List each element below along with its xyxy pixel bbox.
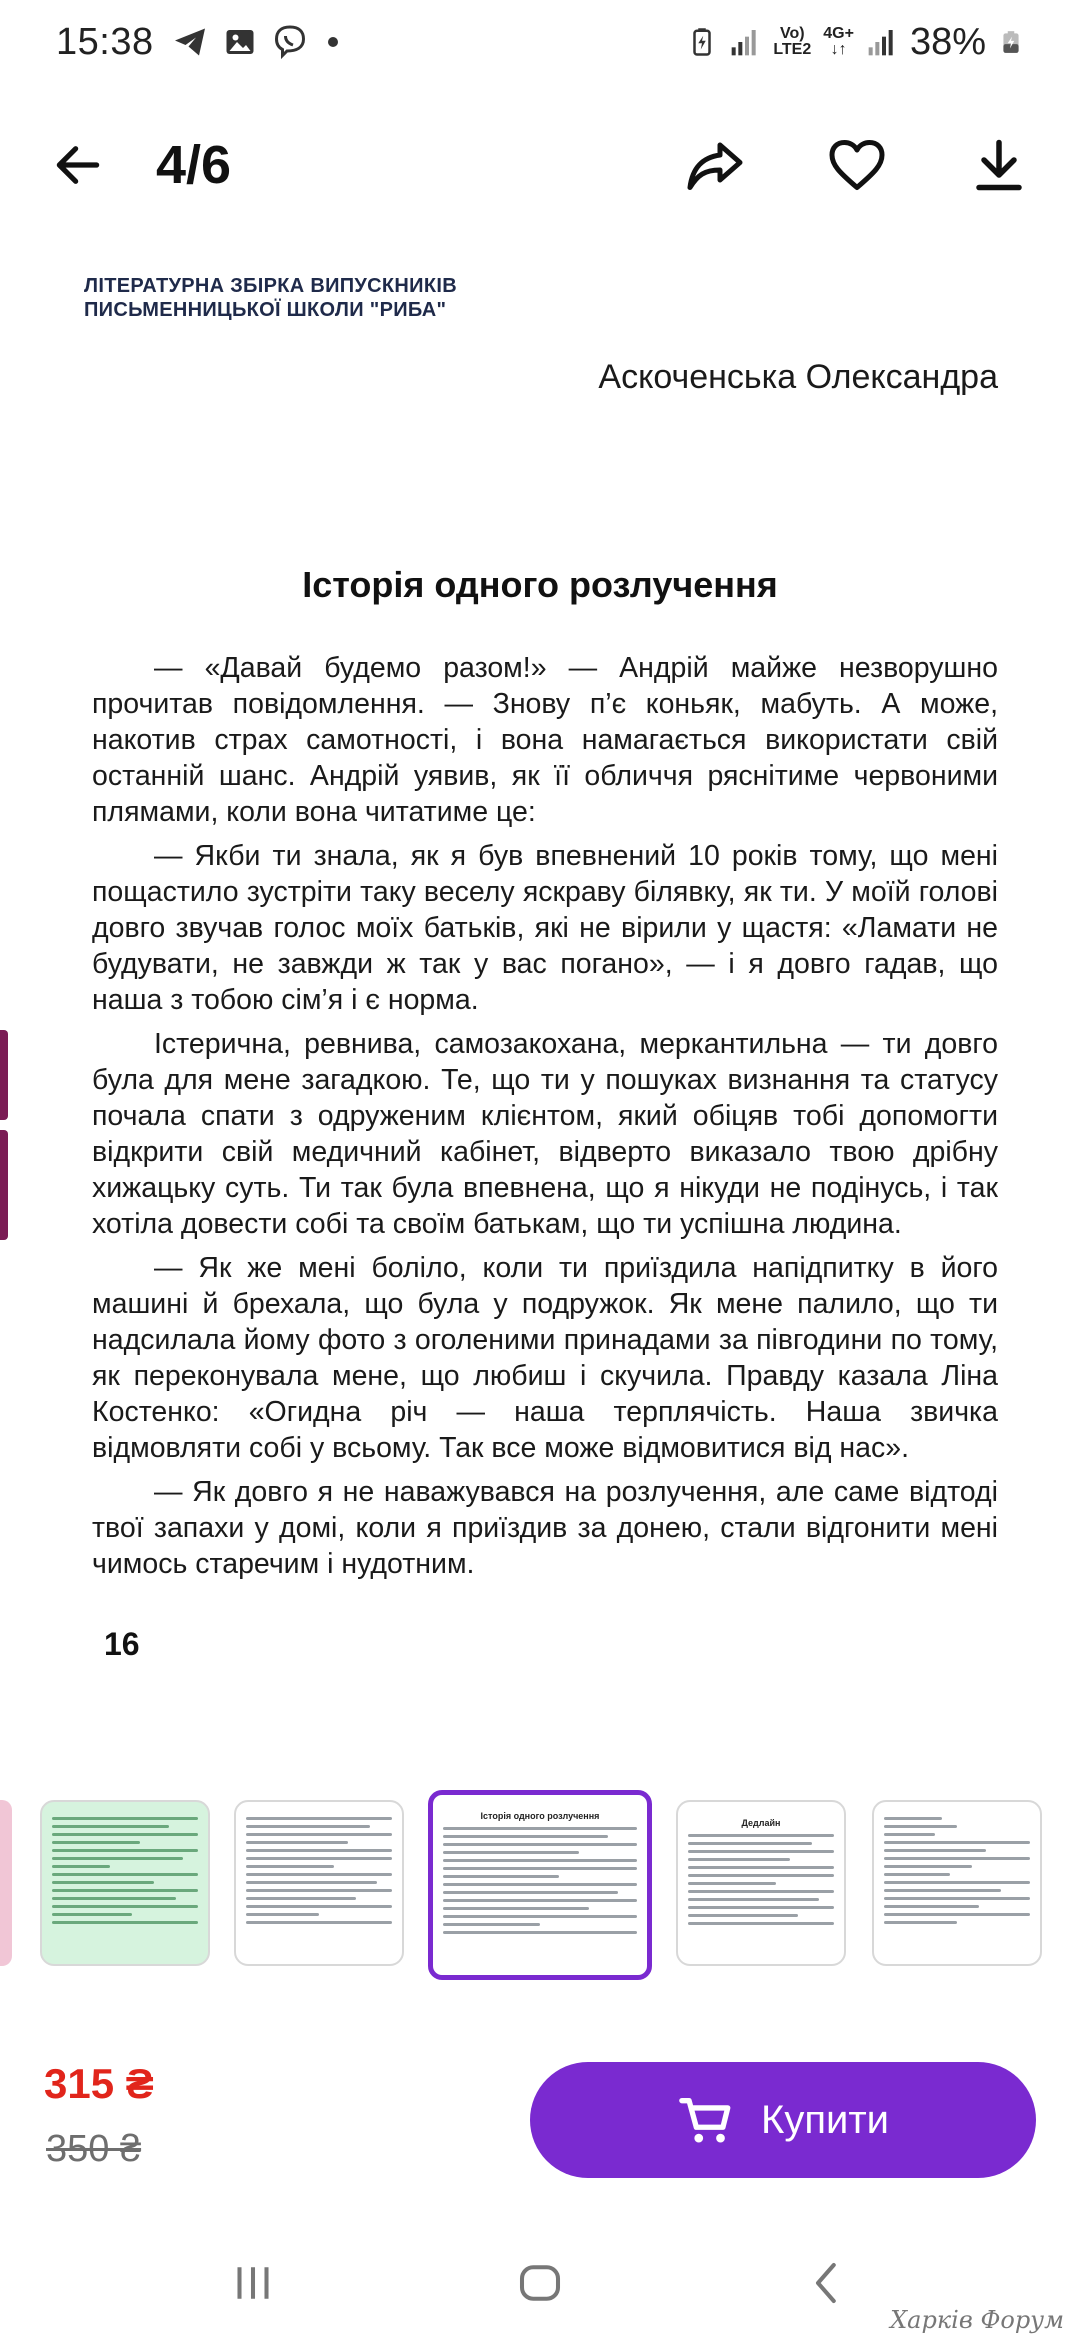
thumbnail-title: Історія одного розлучення: [480, 1811, 600, 1821]
old-price: 350 ₴: [46, 2128, 142, 2170]
volte-label: Vo) LTE2: [773, 25, 812, 58]
back-arrow-icon: [50, 135, 106, 195]
home-icon: [513, 2256, 567, 2310]
system-icons: [687, 21, 1024, 64]
buy-label: Купити: [761, 2097, 889, 2142]
app-actions: [684, 134, 1030, 196]
paragraph: — Якби ти знала, як я був впевнений 10 років тому, що мені пощастило зустріти таку веселу яскраву білявку, як ти. У моїй голові довго звучав голос моїх батьків, які не вірили у щастя: «Ламати не будувати, не завжди ж так у вас погано», — і я довго гадав, що наша з тобою сім’я і є норма.: [92, 840, 998, 1016]
thumbnail-strip[interactable]: [0, 1790, 1080, 1990]
story-title: Історія одного розлучення: [302, 564, 778, 605]
prev-page-edge: [0, 1130, 8, 1240]
thumbnail-partial[interactable]: [0, 1800, 12, 1966]
battery-saver-icon: [687, 24, 717, 60]
thumbnail-2[interactable]: [40, 1800, 210, 1966]
viber-icon: [272, 24, 308, 60]
document-page[interactable]: [0, 258, 1080, 1708]
watermark: Харків Форум: [890, 2306, 1064, 2334]
paragraph: — «Давай будемо разом!» — Андрій майже незворушно прочитав повідомлення. — Знову п’є коньяк, мабуть. А може, накотив страх самотності, і вона намагається використати свій останній шанс. Андрій уявив, як її обличчя ряснітиме червоними плямами, коли вона читатиме це:: [92, 652, 998, 828]
share-icon: [685, 135, 745, 195]
thumbnail-6[interactable]: [872, 1800, 1042, 1966]
paragraph: — Як довго я не наважувався на розлучення, але саме відтоді твої запахи у домі, коли я приїздив за донею, стали відгонити мені чимось старечим і нудотним.: [92, 1476, 998, 1580]
paragraph: Істерична, ревнива, самозакохана, меркантильна — ти довго була для мене загадкою. Те, що ти у пошуках визнання та статусу почала спати з одруженим клієнтом, який обіцяв тобі допомогти відкрити свій медичний кабінет, відверто виказало твою дрібну хижацьку суть. Ти так була впевнена, що я нікуди не подінусь, і так хотіла довести собі та своїм батькам, що ти успішна людина.: [92, 1028, 998, 1240]
cart-icon: [677, 2091, 735, 2149]
image-counter: 4/6: [156, 135, 232, 195]
page-number: 16: [104, 1626, 140, 1662]
back-button[interactable]: [50, 137, 106, 193]
recent-apps-button[interactable]: [226, 2256, 280, 2315]
home-button[interactable]: [513, 2256, 567, 2315]
thumbnail-4-active[interactable]: [428, 1790, 652, 1980]
recent-apps-icon: [226, 2256, 280, 2310]
thumbnail-5[interactable]: [676, 1800, 846, 1966]
chevron-left-icon: [800, 2256, 854, 2310]
heart-icon: [827, 135, 887, 195]
notification-icons: [172, 24, 338, 60]
signal-icon-2: [866, 24, 898, 60]
thumbnail-title: Дедлайн: [741, 1818, 781, 1828]
download-button[interactable]: [968, 134, 1030, 196]
status-time: 15:38: [56, 20, 154, 63]
data-arrows-icon: ↓↑: [830, 41, 847, 58]
favorite-button[interactable]: [826, 134, 888, 196]
download-icon: [969, 135, 1029, 195]
system-back-button[interactable]: [800, 2256, 854, 2315]
telegram-icon: [172, 24, 208, 60]
share-button[interactable]: [684, 134, 746, 196]
network-type: 4G+ ↓↑: [823, 25, 854, 58]
book-header: ЛІТЕРАТУРНА ЗБІРКА ВИПУСКНИКІВ ПИСЬМЕННИЦЬКОЇ ШКОЛИ "РИБА": [84, 275, 457, 321]
gallery-icon: [222, 24, 258, 60]
signal-icon: [729, 24, 761, 60]
buy-button[interactable]: [530, 2062, 1036, 2178]
battery-percent: 38%: [909, 20, 986, 63]
more-notifications-dot: [328, 37, 338, 47]
thumbnail-3[interactable]: [234, 1800, 404, 1966]
paragraph: — Як же мені боліло, коли ти приїздила напідпитку в його машині й брехала, що була у подружок. Як мене палило, що ти надсилала йому фото з оголеними принадами за півгодини по тому, як переконувала мене, що любиш і скучила. Правду казала Ліна Костенко: «Огидна річ — наша терплячість. Наша звичка відмовляти собі у всьому. Так все може відмовитися від нас».: [92, 1252, 998, 1464]
current-price: 315 ₴: [44, 2060, 154, 2107]
battery-icon: [998, 24, 1024, 60]
status-bar: [0, 0, 1080, 84]
author-name: Аскоченська Олександра: [598, 358, 998, 396]
prev-page-edge: [0, 1030, 8, 1120]
top-app-bar: [0, 110, 1080, 220]
story-text: [92, 650, 998, 1590]
